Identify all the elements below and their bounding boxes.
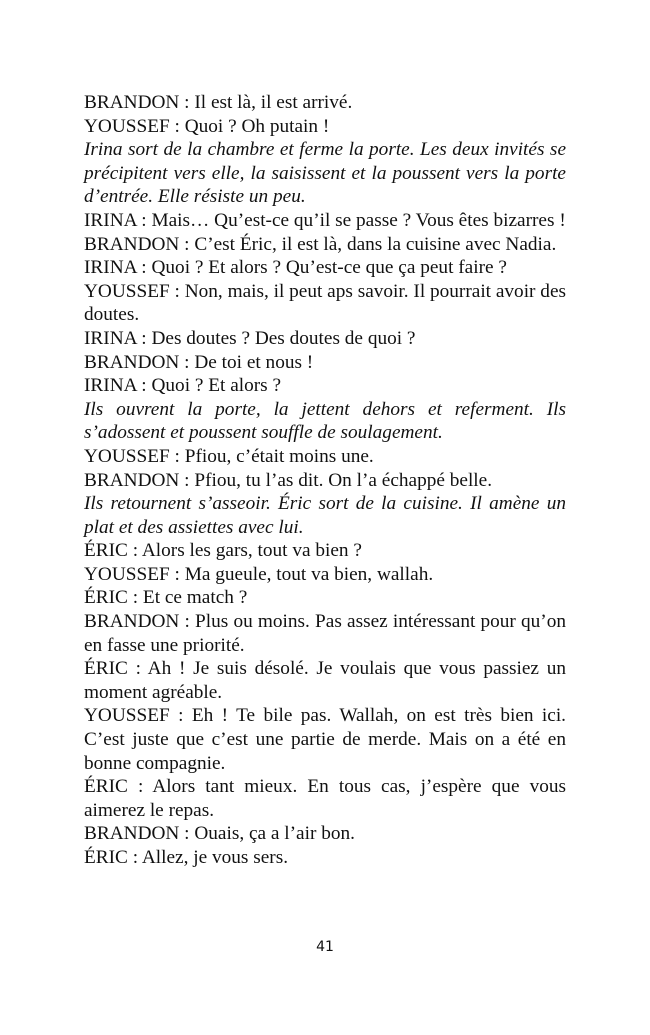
dialogue-line: YOUSSEF : Non, mais, il peut aps savoir. Il pourrait avoir des doutes. <box>84 280 566 326</box>
dialogue-line: ÉRIC : Ah ! Je suis désolé. Je voulais que vous passiez un moment agréable. <box>84 658 566 703</box>
dialogue-line: BRANDON : De toi et nous ! <box>84 351 314 373</box>
dialogue-line: YOUSSEF : Quoi ? Oh putain ! <box>84 115 330 137</box>
dialogue-line: IRINA : Des doutes ? Des doutes de quoi ? <box>84 327 416 349</box>
dialogue-line: IRINA : Quoi ? Et alors ? <box>84 375 282 397</box>
stage-direction: Ils ouvrent la porte, la jettent dehors et referment. Ils s’adossent et poussent souffle de soulagement. <box>84 398 566 444</box>
dialogue-line: ÉRIC : Allez, je vous sers. <box>84 847 289 868</box>
dialogue-line: BRANDON : C’est Éric, il est là, dans la cuisine avec Nadia. <box>84 233 557 255</box>
dialogue-line: YOUSSEF : Eh ! Te bile pas. Wallah, on est très bien ici. C’est juste que c’est une partie de merde. Mais on a été en bonne compagnie. <box>84 705 566 774</box>
dialogue-line: ÉRIC : Alors les gars, tout va bien ? <box>84 540 362 562</box>
dialogue-line: BRANDON : Plus ou moins. Pas assez intéressant pour qu’on en fasse une priorité. <box>84 611 566 656</box>
dialogue-line: IRINA : Mais… Qu’est-ce qu’il se passe ? Vous êtes bizarres ! <box>84 209 566 231</box>
stage-direction: Irina sort de la chambre et ferme la porte. Les deux invités se précipitent vers elle, la saisissent et la poussent vers la porte d’entrée. Elle résiste un peu. <box>84 139 566 208</box>
dialogue-line: YOUSSEF : Pfiou, c’était moins une. <box>84 445 374 467</box>
script-text <box>84 91 566 870</box>
dialogue-line: BRANDON : Il est là, il est arrivé. <box>84 92 353 113</box>
dialogue-line: ÉRIC : Alors tant mieux. En tous cas, j’espère que vous aimerez le repas. <box>84 776 566 821</box>
stage-direction: Ils retournent s’asseoir. Éric sort de la cuisine. Il amène un plat et des assiettes avec lui. <box>84 493 566 538</box>
dialogue-line: BRANDON : Ouais, ça a l’air bon. <box>84 823 355 845</box>
page-number: 41 <box>316 939 334 955</box>
dialogue-line: BRANDON : Pfiou, tu l’as dit. On l’a échappé belle. <box>84 469 493 491</box>
dialogue-line: IRINA : Quoi ? Et alors ? Qu’est-ce que ça peut faire ? <box>84 257 507 279</box>
dialogue-line: YOUSSEF : Ma gueule, tout va bien, wallah. <box>84 563 434 585</box>
dialogue-line: ÉRIC : Et ce match ? <box>84 587 248 609</box>
